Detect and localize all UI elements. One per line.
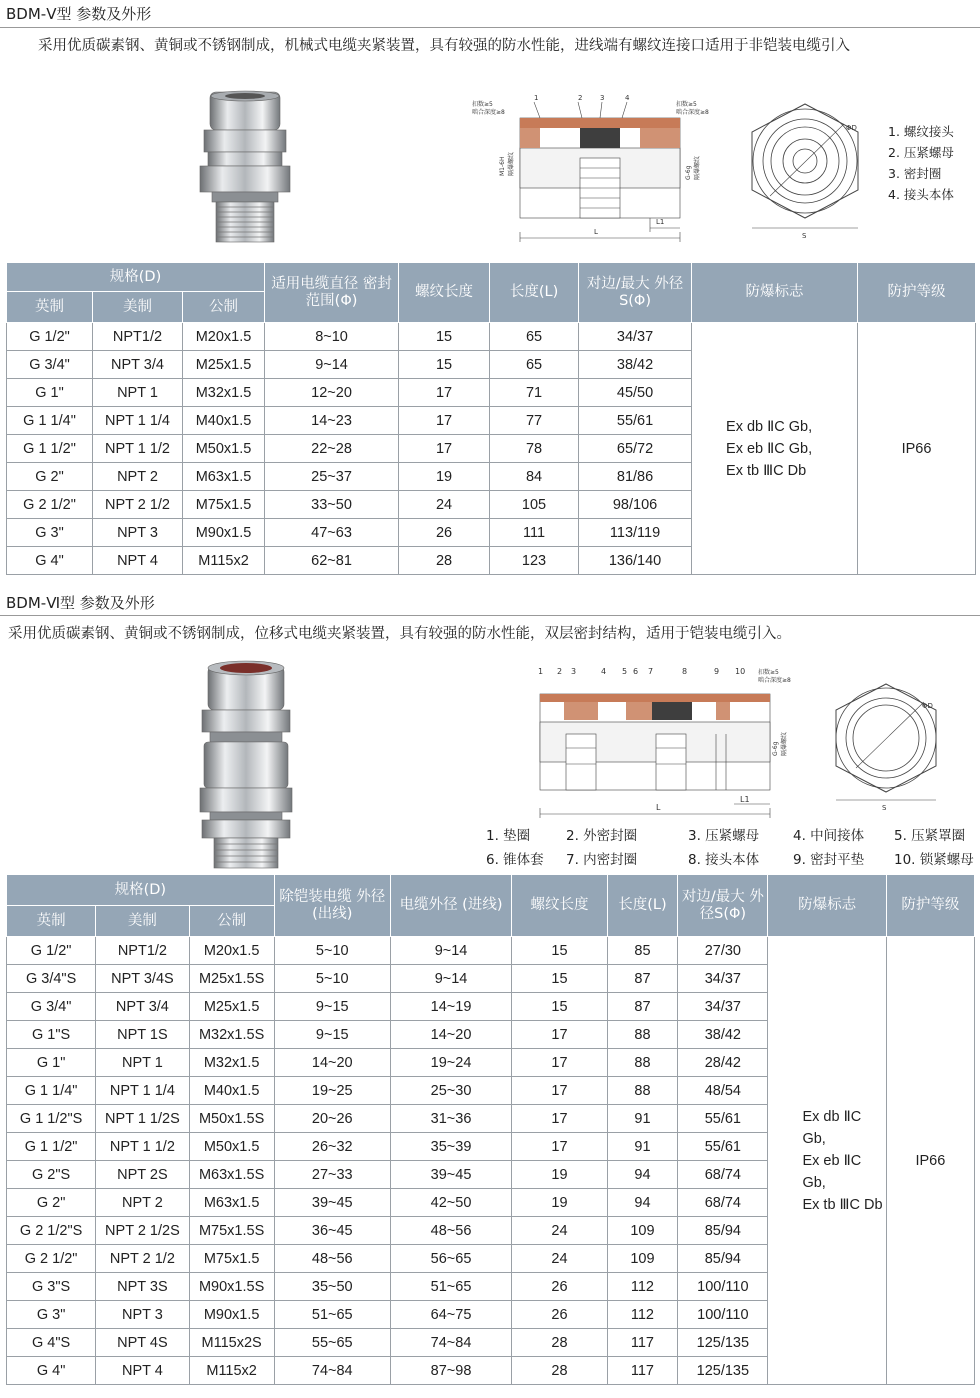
table-cell: 14~20: [274, 1049, 390, 1077]
table-cell: 5~10: [274, 965, 390, 993]
table-cell: NPT 4S: [96, 1329, 189, 1357]
table-cell: M50x1.5: [189, 1133, 274, 1161]
table-cell: M20x1.5: [183, 323, 265, 351]
bdm6-callout-4: 4: [601, 667, 607, 676]
table-cell: 48/54: [678, 1077, 768, 1105]
table-cell: M25x1.5: [189, 993, 274, 1021]
table-cell: 112: [607, 1273, 678, 1301]
table-cell: 117: [607, 1329, 678, 1357]
table-cell: 38/42: [678, 1021, 768, 1049]
table-cell: 28: [512, 1357, 607, 1385]
table-cell: NPT 1 1/4: [93, 407, 183, 435]
th-imperial: 英制: [7, 906, 96, 937]
table-cell: 112: [607, 1301, 678, 1329]
table-cell: G 2": [7, 1189, 96, 1217]
table-cell: NPT 2 1/2S: [96, 1217, 189, 1245]
bdm6-callout-7: 7: [648, 667, 654, 676]
bdm5-legend-item: 1. 螺纹接头: [888, 124, 954, 139]
table-cell: 48~56: [390, 1217, 511, 1245]
table-cell: NPT 2 1/2: [96, 1245, 189, 1273]
table-cell: 109: [607, 1217, 678, 1245]
table-cell: 5~10: [274, 937, 390, 965]
table-cell: 39~45: [274, 1189, 390, 1217]
bdm6-section-drawing: [530, 664, 820, 824]
table-cell: 34/37: [678, 965, 768, 993]
table-cell: G 1/2": [7, 937, 96, 965]
table-cell: 15: [512, 965, 607, 993]
table-cell: 17: [512, 1077, 607, 1105]
table-cell: NPT 1: [96, 1049, 189, 1077]
table-cell: 36~45: [274, 1217, 390, 1245]
table-cell: 9~14: [390, 937, 511, 965]
table-cell: 34/37: [579, 323, 692, 351]
table-cell: M40x1.5: [189, 1077, 274, 1105]
table-cell: 47~63: [265, 519, 399, 547]
table-cell: M63x1.5: [189, 1189, 274, 1217]
table-cell: 123: [490, 547, 579, 575]
th-imperial: 英制: [7, 292, 93, 323]
bdm5-note-right-2: 啮合深度≥8: [676, 109, 709, 116]
table-cell: 51~65: [390, 1273, 511, 1301]
table-cell: NPT 2: [93, 463, 183, 491]
table-cell: 31~36: [390, 1105, 511, 1133]
bdm6-dim-L1: L1: [740, 795, 750, 804]
table-cell: 84: [490, 463, 579, 491]
th-american: 美制: [93, 292, 183, 323]
th-american: 美制: [96, 906, 189, 937]
table-cell: 85: [607, 937, 678, 965]
bdm5-thread-right-2: 隔爆螺纹: [694, 155, 701, 180]
table-cell: 56~65: [390, 1245, 511, 1273]
th-thread-length: 螺纹长度: [399, 263, 490, 323]
table-cell: 9~14: [265, 351, 399, 379]
table-cell: 33~50: [265, 491, 399, 519]
table-cell: 105: [490, 491, 579, 519]
table-cell: 55~65: [274, 1329, 390, 1357]
th-spec-group: 规格(D): [7, 875, 275, 906]
table-cell: M90x1.5: [189, 1301, 274, 1329]
table-cell: 19~25: [274, 1077, 390, 1105]
table-cell: M20x1.5: [189, 937, 274, 965]
table-cell: 81/86: [579, 463, 692, 491]
bdm6-thread-1: G-6g: [772, 741, 779, 756]
table-cell: 8~10: [265, 323, 399, 351]
table-cell: 34/37: [678, 993, 768, 1021]
bdm6-legend-item: 1. 垫圈: [486, 828, 531, 844]
table-cell: 9~14: [390, 965, 511, 993]
table-cell: 39~45: [390, 1161, 511, 1189]
table-cell: 64~75: [390, 1301, 511, 1329]
table-cell: G 1"S: [7, 1021, 96, 1049]
bdm6-callout-2: 2: [557, 667, 563, 676]
table-cell: 111: [490, 519, 579, 547]
table-cell: M115x2: [189, 1357, 274, 1385]
bdm5-dim-S: S: [802, 232, 807, 240]
table-cell: 113/119: [579, 519, 692, 547]
ex-mark-cell: [768, 937, 886, 1385]
table-cell: 9~15: [274, 993, 390, 1021]
ex-mark-cell: [692, 323, 858, 575]
table-cell: NPT 2 1/2: [93, 491, 183, 519]
table-cell: 68/74: [678, 1189, 768, 1217]
table-cell: NPT 3/4: [93, 351, 183, 379]
table-cell: G 1/2": [7, 323, 93, 351]
bdm6-legend-item: 2. 外密封圈: [566, 828, 638, 844]
table-cell: 14~20: [390, 1021, 511, 1049]
th-across-flats: 对边/最大 外径S(Φ): [579, 263, 692, 323]
bdm6-end-view: [826, 680, 946, 812]
table-cell: G 4": [7, 1357, 96, 1385]
bdm6-callout-10: 10: [735, 667, 746, 676]
table-cell: G 1 1/2"S: [7, 1105, 96, 1133]
table-row: [7, 323, 976, 351]
bdm6-callout-3: 3: [571, 667, 577, 676]
section1-divider: [0, 27, 980, 28]
table-cell: 65: [490, 323, 579, 351]
table-cell: M115x2: [183, 547, 265, 575]
bdm6-dim-S: S: [882, 804, 887, 812]
table-cell: G 3/4"S: [7, 965, 96, 993]
table-cell: 91: [607, 1133, 678, 1161]
table-cell: 136/140: [579, 547, 692, 575]
table-cell: G 1 1/4": [7, 1077, 96, 1105]
th-cable-range: 适用电缆直径 密封范围(Φ): [265, 263, 399, 323]
bdm6-thread-2: 隔爆螺纹: [781, 731, 788, 756]
bdm6-legend-item: 9. 密封平垫: [793, 852, 865, 868]
table-cell: 78: [490, 435, 579, 463]
table-cell: 17: [512, 1133, 607, 1161]
table-cell: M32x1.5S: [189, 1021, 274, 1049]
protection-cell: IP66: [858, 323, 976, 575]
table-cell: 24: [512, 1217, 607, 1245]
bdm5-dim-D: ΦD: [846, 124, 857, 132]
th-ex-mark: 防爆标志: [768, 875, 886, 937]
bdm6-spec-table: [6, 874, 975, 1385]
th-protection: 防护等级: [858, 263, 976, 323]
ex-mark-line: Ex db ⅡC Gb,: [802, 1108, 862, 1147]
ex-mark-line: Ex eb ⅡC Gb,: [802, 1152, 862, 1191]
ex-mark-line: Ex eb ⅡC Gb,: [726, 440, 813, 457]
table-cell: 55/61: [579, 407, 692, 435]
bdm6-callout-6: 6: [633, 667, 639, 676]
table-cell: NPT 1 1/2S: [96, 1105, 189, 1133]
table-cell: M50x1.5S: [189, 1105, 274, 1133]
bdm5-callout-2: 2: [578, 94, 583, 102]
table-cell: NPT 2: [96, 1189, 189, 1217]
bdm6-dim-D: ΦD: [922, 702, 933, 710]
table-cell: NPT1/2: [96, 937, 189, 965]
table-cell: 45/50: [579, 379, 692, 407]
table-row: [7, 937, 975, 965]
table-cell: G 2": [7, 463, 93, 491]
table-cell: 28: [399, 547, 490, 575]
bdm6-note-2: 啮合深度≥8: [758, 677, 791, 684]
table-cell: NPT 3/4S: [96, 965, 189, 993]
bdm6-note-1: 扣数≥5: [758, 669, 779, 676]
table-cell: 94: [607, 1189, 678, 1217]
bdm6-callout-8: 8: [682, 667, 688, 676]
table-cell: 22~28: [265, 435, 399, 463]
table-cell: 17: [512, 1049, 607, 1077]
table-cell: NPT 3/4: [96, 993, 189, 1021]
bdm5-thread-left-1: M1-6H: [499, 156, 506, 176]
section2-title: BDM-Ⅵ型 参数及外形: [6, 594, 155, 612]
table-cell: 27~33: [274, 1161, 390, 1189]
table-cell: 17: [399, 379, 490, 407]
bdm5-note-right-1: 扣数≥5: [676, 101, 697, 108]
table-cell: G 4": [7, 547, 93, 575]
table-cell: G 1": [7, 1049, 96, 1077]
section2-divider: [0, 615, 980, 616]
table-cell: 87~98: [390, 1357, 511, 1385]
table-cell: 68/74: [678, 1161, 768, 1189]
table-cell: 12~20: [265, 379, 399, 407]
table-cell: 17: [399, 407, 490, 435]
bdm5-section-drawing: [470, 88, 730, 248]
bdm5-product-photo: [190, 90, 300, 250]
table-cell: 15: [512, 937, 607, 965]
table-cell: M63x1.5: [183, 463, 265, 491]
table-cell: 14~23: [265, 407, 399, 435]
bdm5-legend-item: 2. 压紧螺母: [888, 145, 954, 160]
table-cell: 109: [607, 1245, 678, 1273]
table-cell: 17: [399, 435, 490, 463]
table-cell: G 3"S: [7, 1273, 96, 1301]
table-cell: 14~19: [390, 993, 511, 1021]
table-cell: 28/42: [678, 1049, 768, 1077]
table-cell: 71: [490, 379, 579, 407]
table-cell: 26~32: [274, 1133, 390, 1161]
table-cell: NPT 4: [93, 547, 183, 575]
table-cell: 24: [399, 491, 490, 519]
table-cell: 17: [512, 1021, 607, 1049]
th-thread-length: 螺纹长度: [512, 875, 607, 937]
bdm5-dim-L1: L1: [656, 218, 665, 226]
table-cell: 85/94: [678, 1217, 768, 1245]
table-cell: 26: [399, 519, 490, 547]
table-cell: 88: [607, 1077, 678, 1105]
table-cell: M63x1.5S: [189, 1161, 274, 1189]
table-cell: 55/61: [678, 1133, 768, 1161]
table-cell: 35~50: [274, 1273, 390, 1301]
bdm5-callout-4: 4: [625, 94, 630, 102]
table-cell: G 1 1/2": [7, 435, 93, 463]
bdm6-callout-1: 1: [538, 667, 544, 676]
table-cell: M75x1.5: [189, 1245, 274, 1273]
bdm5-callout-3: 3: [600, 94, 605, 102]
bdm6-legend-item: 5. 压紧罩圈: [894, 828, 966, 844]
table-cell: NPT 1 1/2: [96, 1133, 189, 1161]
table-cell: G 1 1/2": [7, 1133, 96, 1161]
bdm5-legend-item: 3. 密封圈: [888, 166, 942, 181]
table-cell: M25x1.5S: [189, 965, 274, 993]
table-cell: M75x1.5S: [189, 1217, 274, 1245]
table-cell: M50x1.5: [183, 435, 265, 463]
bdm5-end-view: [740, 100, 870, 240]
bdm6-callout-5: 5: [622, 667, 628, 676]
table-cell: 100/110: [678, 1273, 768, 1301]
table-cell: G 1": [7, 379, 93, 407]
table-cell: 25~30: [390, 1077, 511, 1105]
table-cell: 88: [607, 1021, 678, 1049]
table-cell: 26: [512, 1273, 607, 1301]
bdm5-note-left-1: 扣数≥5: [472, 101, 493, 108]
table-cell: 125/135: [678, 1357, 768, 1385]
bdm6-dim-L: L: [656, 803, 661, 812]
table-cell: 19: [512, 1189, 607, 1217]
table-cell: M90x1.5: [183, 519, 265, 547]
table-cell: NPT 1 1/2: [93, 435, 183, 463]
table-cell: G 2 1/2": [7, 491, 93, 519]
section1-title: BDM-Ⅴ型 参数及外形: [6, 5, 152, 23]
ex-mark-line: Ex db ⅡC Gb,: [726, 418, 813, 435]
table-cell: 87: [607, 965, 678, 993]
table-cell: G 3/4": [7, 993, 96, 1021]
th-metric: 公制: [189, 906, 274, 937]
table-cell: 62~81: [265, 547, 399, 575]
th-across-flats: 对边/最大 外径S(Φ): [678, 875, 768, 937]
bdm6-legend-item: 8. 接头本体: [688, 852, 760, 868]
section2-description: 采用优质碳素钢、黄铜或不锈钢制成，位移式电缆夹紧装置，具有较强的防水性能，双层密封结构，适用于铠装电缆引入。: [8, 626, 791, 642]
bdm6-legend-item: 3. 压紧螺母: [688, 828, 760, 844]
table-cell: 42~50: [390, 1189, 511, 1217]
table-cell: 26: [512, 1301, 607, 1329]
table-cell: 65: [490, 351, 579, 379]
table-cell: 19: [512, 1161, 607, 1189]
table-cell: G 2"S: [7, 1161, 96, 1189]
bdm6-callout-9: 9: [714, 667, 720, 676]
table-cell: M32x1.5: [183, 379, 265, 407]
bdm5-spec-table: [6, 262, 976, 575]
th-metric: 公制: [183, 292, 265, 323]
table-cell: 19~24: [390, 1049, 511, 1077]
table-cell: 55/61: [678, 1105, 768, 1133]
table-cell: 91: [607, 1105, 678, 1133]
table-cell: 15: [399, 323, 490, 351]
table-cell: 117: [607, 1357, 678, 1385]
table-cell: 88: [607, 1049, 678, 1077]
table-cell: 74~84: [274, 1357, 390, 1385]
bdm6-product-photo: [196, 658, 296, 870]
table-cell: 125/135: [678, 1329, 768, 1357]
bdm5-note-left-2: 啮合深度≥8: [472, 109, 505, 116]
table-cell: 20~26: [274, 1105, 390, 1133]
table-cell: 100/110: [678, 1301, 768, 1329]
ex-mark-line: Ex tb ⅢC Db: [802, 1196, 883, 1213]
protection-cell: IP66: [886, 937, 974, 1385]
section1-description: 采用优质碳素钢、黄铜或不锈钢制成，机械式电缆夹紧装置，具有较强的防水性能，进线端有螺纹连接口适用于非铠装电缆引入: [38, 38, 850, 54]
th-cable-od: 电缆外径 (进线): [390, 875, 511, 937]
bdm6-legend-item: 10. 锁紧螺母: [894, 852, 974, 868]
th-ex-mark: 防爆标志: [692, 263, 858, 323]
bdm5-callout-1: 1: [534, 94, 539, 102]
table-cell: 24: [512, 1245, 607, 1273]
table-cell: M40x1.5: [183, 407, 265, 435]
table-cell: 9~15: [274, 1021, 390, 1049]
table-cell: 28: [512, 1329, 607, 1357]
table-cell: 17: [512, 1105, 607, 1133]
table-cell: M25x1.5: [183, 351, 265, 379]
table-cell: NPT 1: [93, 379, 183, 407]
table-cell: 65/72: [579, 435, 692, 463]
bdm5-dim-L: L: [594, 228, 598, 236]
bdm6-legend-item: 4. 中间接体: [793, 828, 865, 844]
table-cell: M32x1.5: [189, 1049, 274, 1077]
table-cell: G 2 1/2"S: [7, 1217, 96, 1245]
table-cell: M90x1.5S: [189, 1273, 274, 1301]
table-cell: G 1 1/4": [7, 407, 93, 435]
table-cell: 25~37: [265, 463, 399, 491]
th-protection: 防护等级: [886, 875, 974, 937]
table-cell: 27/30: [678, 937, 768, 965]
bdm5-legend: [888, 121, 954, 205]
th-length: 长度(L): [490, 263, 579, 323]
table-cell: NPT 2S: [96, 1161, 189, 1189]
table-cell: G 4"S: [7, 1329, 96, 1357]
th-length: 长度(L): [607, 875, 678, 937]
table-cell: 74~84: [390, 1329, 511, 1357]
bdm5-legend-item: 4. 接头本体: [888, 187, 954, 202]
table-cell: 35~39: [390, 1133, 511, 1161]
table-cell: 98/106: [579, 491, 692, 519]
bdm6-legend-item: 6. 锥体套: [486, 852, 544, 868]
table-cell: 19: [399, 463, 490, 491]
bdm6-legend-item: 7. 内密封圈: [566, 852, 638, 868]
table-cell: NPT 3: [93, 519, 183, 547]
table-cell: 77: [490, 407, 579, 435]
table-cell: 38/42: [579, 351, 692, 379]
ex-mark-line: Ex tb ⅢC Db: [726, 462, 807, 479]
table-cell: G 2 1/2": [7, 1245, 96, 1273]
table-cell: 15: [399, 351, 490, 379]
table-cell: 48~56: [274, 1245, 390, 1273]
table-cell: 51~65: [274, 1301, 390, 1329]
th-spec-group: 规格(D): [7, 263, 265, 292]
table-cell: 94: [607, 1161, 678, 1189]
table-cell: NPT 3: [96, 1301, 189, 1329]
bdm5-thread-right-1: G-6g: [685, 165, 692, 180]
bdm5-thread-left-2: 隔爆螺纹: [508, 151, 515, 176]
table-cell: NPT 1S: [96, 1021, 189, 1049]
table-cell: M75x1.5: [183, 491, 265, 519]
table-cell: G 3/4": [7, 351, 93, 379]
table-cell: NPT 3S: [96, 1273, 189, 1301]
table-cell: NPT 1 1/4: [96, 1077, 189, 1105]
table-cell: G 3": [7, 1301, 96, 1329]
table-cell: 87: [607, 993, 678, 1021]
table-cell: G 3": [7, 519, 93, 547]
table-cell: 85/94: [678, 1245, 768, 1273]
table-cell: NPT1/2: [93, 323, 183, 351]
table-cell: 15: [512, 993, 607, 1021]
th-armored-od: 除铠装电缆 外径(出线): [274, 875, 390, 937]
table-cell: M115x2S: [189, 1329, 274, 1357]
table-cell: NPT 4: [96, 1357, 189, 1385]
